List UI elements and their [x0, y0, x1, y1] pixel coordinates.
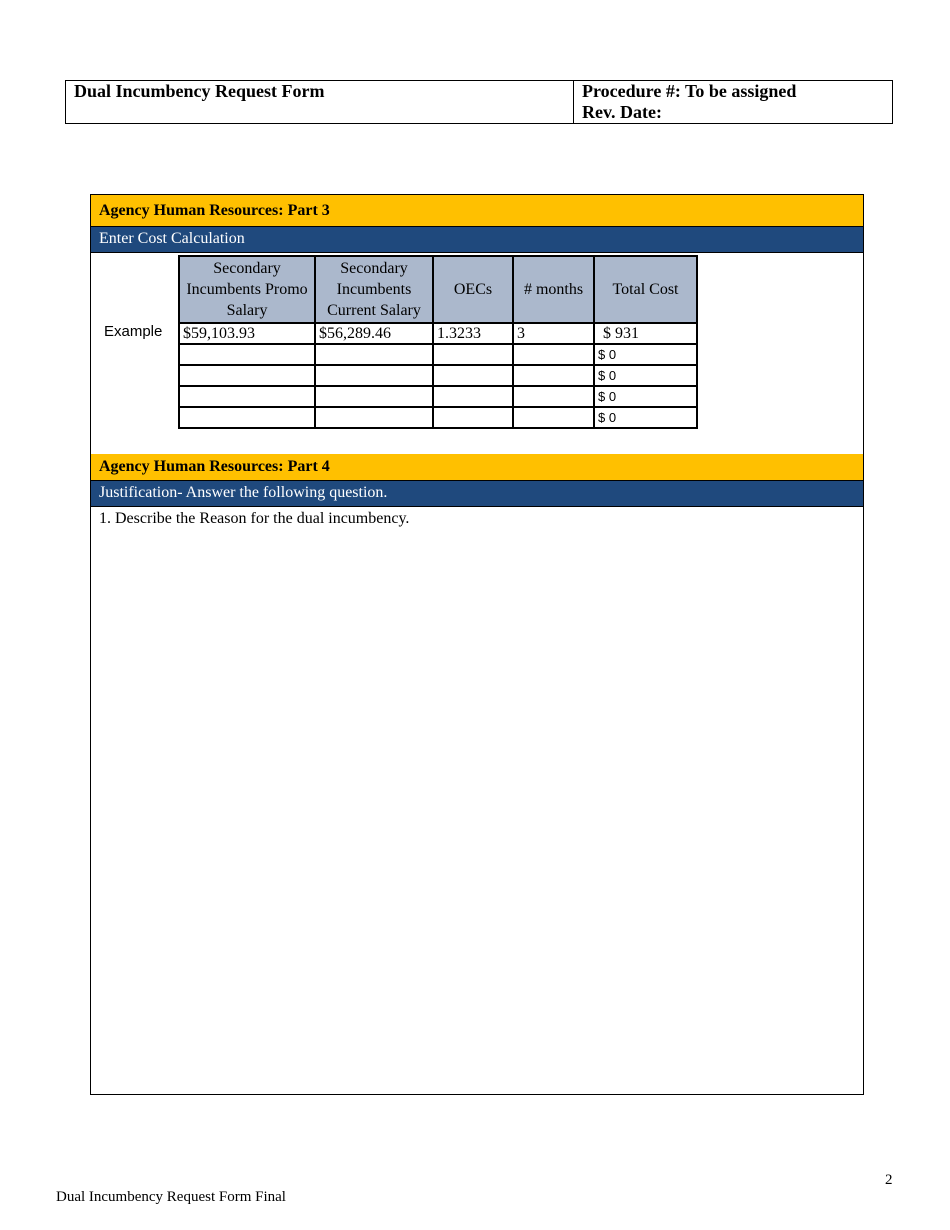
col-current-salary: Secondary Incumbents Current Salary	[315, 256, 433, 323]
oecs-cell[interactable]	[433, 386, 513, 407]
total-cost-cell: $ 0	[594, 344, 697, 365]
example-current-salary: $56,289.46	[315, 323, 433, 344]
months-cell[interactable]	[513, 386, 594, 407]
example-months: 3	[513, 323, 594, 344]
months-cell[interactable]	[513, 365, 594, 386]
form-title: Dual Incumbency Request Form	[66, 81, 574, 123]
footer-doc-name: Dual Incumbency Request Form Final	[56, 1189, 286, 1205]
justification-question: 1. Describe the Reason for the dual incumbency.	[99, 510, 410, 527]
table-row-example	[179, 323, 697, 344]
example-total: $ 931	[594, 323, 697, 344]
current-salary-cell[interactable]	[315, 407, 433, 428]
promo-salary-cell[interactable]	[179, 407, 315, 428]
procedure-info	[574, 81, 892, 123]
part3-subheading: Enter Cost Calculation	[91, 226, 863, 253]
table-row	[179, 365, 697, 386]
promo-salary-cell[interactable]	[179, 344, 315, 365]
example-oecs: 1.3233	[433, 323, 513, 344]
part3-heading: Agency Human Resources: Part 3	[91, 195, 863, 226]
example-promo-salary: $59,103.93	[179, 323, 315, 344]
months-cell[interactable]	[513, 407, 594, 428]
procedure-number: Procedure #: To be assigned	[582, 81, 797, 101]
col-promo-salary: Secondary Incumbents Promo Salary	[179, 256, 315, 323]
form-frame	[90, 194, 864, 1095]
table-header-row	[179, 256, 697, 323]
total-cost-cell: $ 0	[594, 386, 697, 407]
table-row	[179, 407, 697, 428]
table-row	[179, 386, 697, 407]
part4-heading: Agency Human Resources: Part 4	[91, 454, 863, 480]
col-total-cost: Total Cost	[594, 256, 697, 323]
table-row	[179, 344, 697, 365]
rev-date: Rev. Date:	[582, 102, 662, 122]
page-number: 2	[885, 1172, 893, 1188]
col-oecs: OECs	[433, 256, 513, 323]
promo-salary-cell[interactable]	[179, 386, 315, 407]
oecs-cell[interactable]	[433, 365, 513, 386]
months-cell[interactable]	[513, 344, 594, 365]
oecs-cell[interactable]	[433, 344, 513, 365]
col-months: # months	[513, 256, 594, 323]
total-cost-cell: $ 0	[594, 365, 697, 386]
cost-calculation-table	[178, 255, 698, 429]
example-label: Example	[104, 323, 163, 340]
promo-salary-cell[interactable]	[179, 365, 315, 386]
part4-subheading: Justification- Answer the following question.	[91, 480, 863, 507]
current-salary-cell[interactable]	[315, 365, 433, 386]
header-table	[65, 80, 893, 124]
total-cost-cell: $ 0	[594, 407, 697, 428]
oecs-cell[interactable]	[433, 407, 513, 428]
current-salary-cell[interactable]	[315, 344, 433, 365]
current-salary-cell[interactable]	[315, 386, 433, 407]
